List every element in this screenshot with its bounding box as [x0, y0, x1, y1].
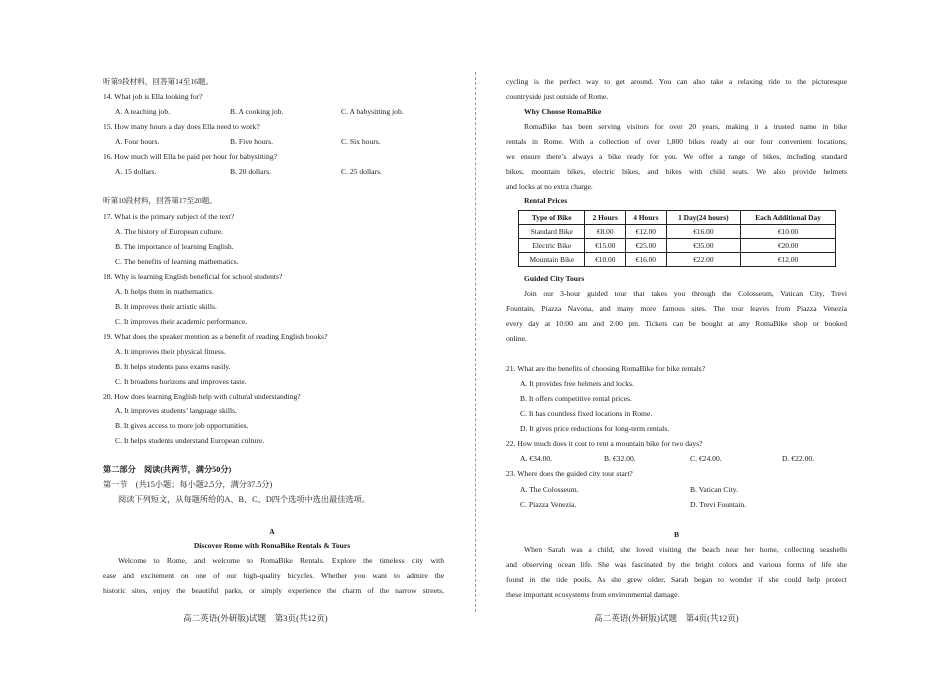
table-cell: €12.00: [626, 225, 667, 239]
why-choose-line: rentals in Rome. With a collection of over 1,800 bikes ready at our four convenient locations,: [506, 137, 847, 146]
question-21-option-c: C. It has countless fixed locations in Rome.: [520, 409, 653, 418]
question-22-option-b: B. €32.00.: [604, 454, 636, 463]
why-choose-line: RomaBike has been serving visitors for over 20 years, making it a trusted name in bike: [524, 122, 847, 131]
why-choose-line: and locks at no extra charge.: [506, 182, 593, 191]
question-20-stem: 20. How does learning English help with cultural understanding?: [103, 392, 301, 401]
column-divider: [475, 72, 476, 612]
question-18-stem: 18. Why is learning English beneficial for school students?: [103, 272, 283, 281]
passage-b-label: B: [673, 530, 680, 539]
question-16-stem: 16. How much will Ella be paid per hour for babysitting?: [103, 152, 277, 161]
guided-tours-line: Fountain, Piazza Navona, and many more famous sites. The tour leaves from Piazza Venezia: [506, 304, 847, 313]
question-17-option-b: B. The importance of learning English.: [115, 242, 234, 251]
table-cell: Electric Bike: [519, 239, 585, 253]
question-22-option-a: A. €34.00.: [520, 454, 553, 463]
question-16-option-a: A. 15 dollars.: [115, 167, 157, 176]
column-header: 1 Day(24 hours): [666, 211, 740, 225]
table-cell: €12.00: [741, 253, 836, 267]
question-22-option-d: D. €22.00.: [782, 454, 815, 463]
column-header: 4 Hours: [626, 211, 667, 225]
table-cell: €16.00: [666, 225, 740, 239]
question-21-stem: 21. What are the benefits of choosing RomaBike for bike rentals?: [506, 364, 706, 373]
question-19-stem: 19. What does the speaker mention as a benefit of reading English books?: [103, 332, 328, 341]
table-cell: €10.00: [741, 225, 836, 239]
question-19-option-a: A. It improves their physical fitness.: [115, 347, 226, 356]
question-17-option-c: C. The benefits of learning mathematics.: [115, 257, 239, 266]
question-19-option-b: B. It helps students pass exams easily.: [115, 362, 231, 371]
question-17-stem: 17. What is the primary subject of the text?: [103, 212, 235, 221]
table-row: [519, 225, 836, 239]
question-18-option-c: C. It improves their academic performance.: [115, 317, 248, 326]
table-cell: €10.00: [585, 253, 626, 267]
question-15-stem: 15. How many hours a day does Ella need to work?: [103, 122, 260, 131]
question-23-option-b: B. Vatican City.: [690, 485, 738, 494]
section-9-heading: 听第9段材料，回答第14至16题。: [103, 77, 214, 86]
table-cell: €35.00: [666, 239, 740, 253]
why-choose-heading: Why Choose RomaBike: [524, 107, 602, 116]
question-20-option-c: C. It helps students understand European culture.: [115, 436, 265, 445]
question-14-option-c: C. A babysitting job.: [341, 107, 404, 116]
question-14-option-b: B. A cooking job.: [230, 107, 284, 116]
table-header-row: [519, 211, 836, 225]
question-22-stem: 22. How much does it cost to rent a mountain bike for two days?: [506, 439, 703, 448]
question-16-option-c: C. 25 dollars.: [341, 167, 382, 176]
reading-instruction: 阅读下列短文，从每题所给的A、B、C、D四个选项中选出最佳选项。: [118, 495, 370, 504]
table-cell: €15.00: [585, 239, 626, 253]
question-15-option-b: B. Five hours.: [230, 137, 274, 146]
question-15-option-a: A. Four hours.: [115, 137, 160, 146]
question-21-option-a: A. It provides free helmets and locks.: [520, 379, 634, 388]
passage-a-line: historic sites, enjoy the beautiful parks, or simply experience the charm of the narrow streets,: [103, 586, 444, 595]
guided-tours-line: every day at 10:00 am and 2:00 pm. Tickets can be bought at any RomaBike shop or booked: [506, 319, 847, 328]
table-cell: Mountain Bike: [519, 253, 585, 267]
table-cell: €20.00: [741, 239, 836, 253]
section-1-heading: 第一节 (共15小题；每小题2.5分，满分37.5分): [103, 480, 273, 489]
question-23-option-a: A. The Colosseum.: [520, 485, 579, 494]
passage-a-label: A: [269, 527, 275, 536]
passage-a-title: Discover Rome with RomaBike Rentals & Tours: [193, 541, 351, 550]
question-21-option-d: D. It gives price reductions for long-term rentals.: [520, 424, 670, 433]
question-18-option-a: A. It helps them in mathematics.: [115, 287, 214, 296]
column-header: 2 Hours: [585, 211, 626, 225]
table-cell: Standard Bike: [519, 225, 585, 239]
passage-a-continued-line: cycling is the perfect way to get around. You can also take a relaxing ride to the picturesque: [506, 77, 847, 86]
question-23-option-c: C. Piazza Venezia.: [520, 500, 577, 509]
part-2-title: 第二部分 阅读(共两节，满分50分): [103, 465, 232, 474]
question-18-option-b: B. It improves their artistic skills.: [115, 302, 217, 311]
table-cell: €25.00: [626, 239, 667, 253]
question-15-option-c: C. Six hours.: [341, 137, 381, 146]
question-16-option-b: B. 20 dollars.: [230, 167, 271, 176]
question-17-option-a: A. The history of European culture.: [115, 227, 224, 236]
column-header: Type of Bike: [519, 211, 585, 225]
section-10-heading: 听第10段材料，回答第17至20题。: [103, 196, 217, 205]
passage-b-line: When Sarah was a child, she loved visiting the beach near her home, collecting seashells: [524, 545, 847, 554]
rental-prices-table: [518, 210, 836, 267]
question-23-option-d: D. Trevi Fountain.: [690, 500, 747, 509]
table-cell: €22.00: [666, 253, 740, 267]
question-19-option-c: C. It broadens horizons and improves taste.: [115, 377, 247, 386]
page-footer-right: 高二英语(外研版)试题 第4页(共12页): [594, 613, 739, 623]
question-14-stem: 14. What job is Ella looking for?: [103, 92, 203, 101]
passage-b-line: these important ecosystems from environmental damage.: [506, 590, 680, 599]
rental-prices-heading: Rental Prices: [524, 196, 568, 205]
table-row: [519, 239, 836, 253]
table-cell: €16.00: [626, 253, 667, 267]
page-footer-left: 高二英语(外研版)试题 第3页(共12页): [183, 613, 328, 623]
passage-b-line: and observing ocean life. She was fascinated by the bright colors and various forms of life she: [506, 560, 847, 569]
question-20-option-b: B. It gives access to more job opportunities.: [115, 421, 249, 430]
passage-b-line: found in the tide pools. As she grew older, Sarah began to wonder if she could help protect: [506, 575, 847, 584]
guided-tours-line: Join our 3-hour guided tour that takes you through the Colosseum, Vatican City, Trevi: [524, 289, 847, 298]
question-14-option-a: A. A teaching job.: [115, 107, 171, 116]
passage-a-line: Welcome to Rome, and welcome to RomaBike Rentals. Explore the timeless city with: [118, 556, 444, 565]
table-row: [519, 253, 836, 267]
question-20-option-a: A. It improves students’ language skills.: [115, 406, 237, 415]
question-21-option-b: B. It offers competitive rental prices.: [520, 394, 632, 403]
guided-tours-line: online.: [506, 334, 527, 343]
guided-tours-heading: Guided City Tours: [524, 274, 585, 283]
question-23-stem: 23. Where does the guided city tour start?: [506, 469, 633, 478]
column-header: Each Additional Day: [741, 211, 836, 225]
passage-a-line: ease and excitement on one of our high-quality bicycles. Whether you want to admire the: [103, 571, 444, 580]
table-cell: €8.00: [585, 225, 626, 239]
why-choose-line: bikes, mountain bikes, electric bikes, and bikes with child seats. We also provide helmets: [506, 167, 847, 176]
passage-a-continued-line: countryside just outside of Rome.: [506, 92, 609, 101]
why-choose-line: we ensure there’s always a bike ready for you. We offer a range of bikes, including standard: [506, 152, 847, 161]
question-22-option-c: C. €24.00.: [690, 454, 722, 463]
